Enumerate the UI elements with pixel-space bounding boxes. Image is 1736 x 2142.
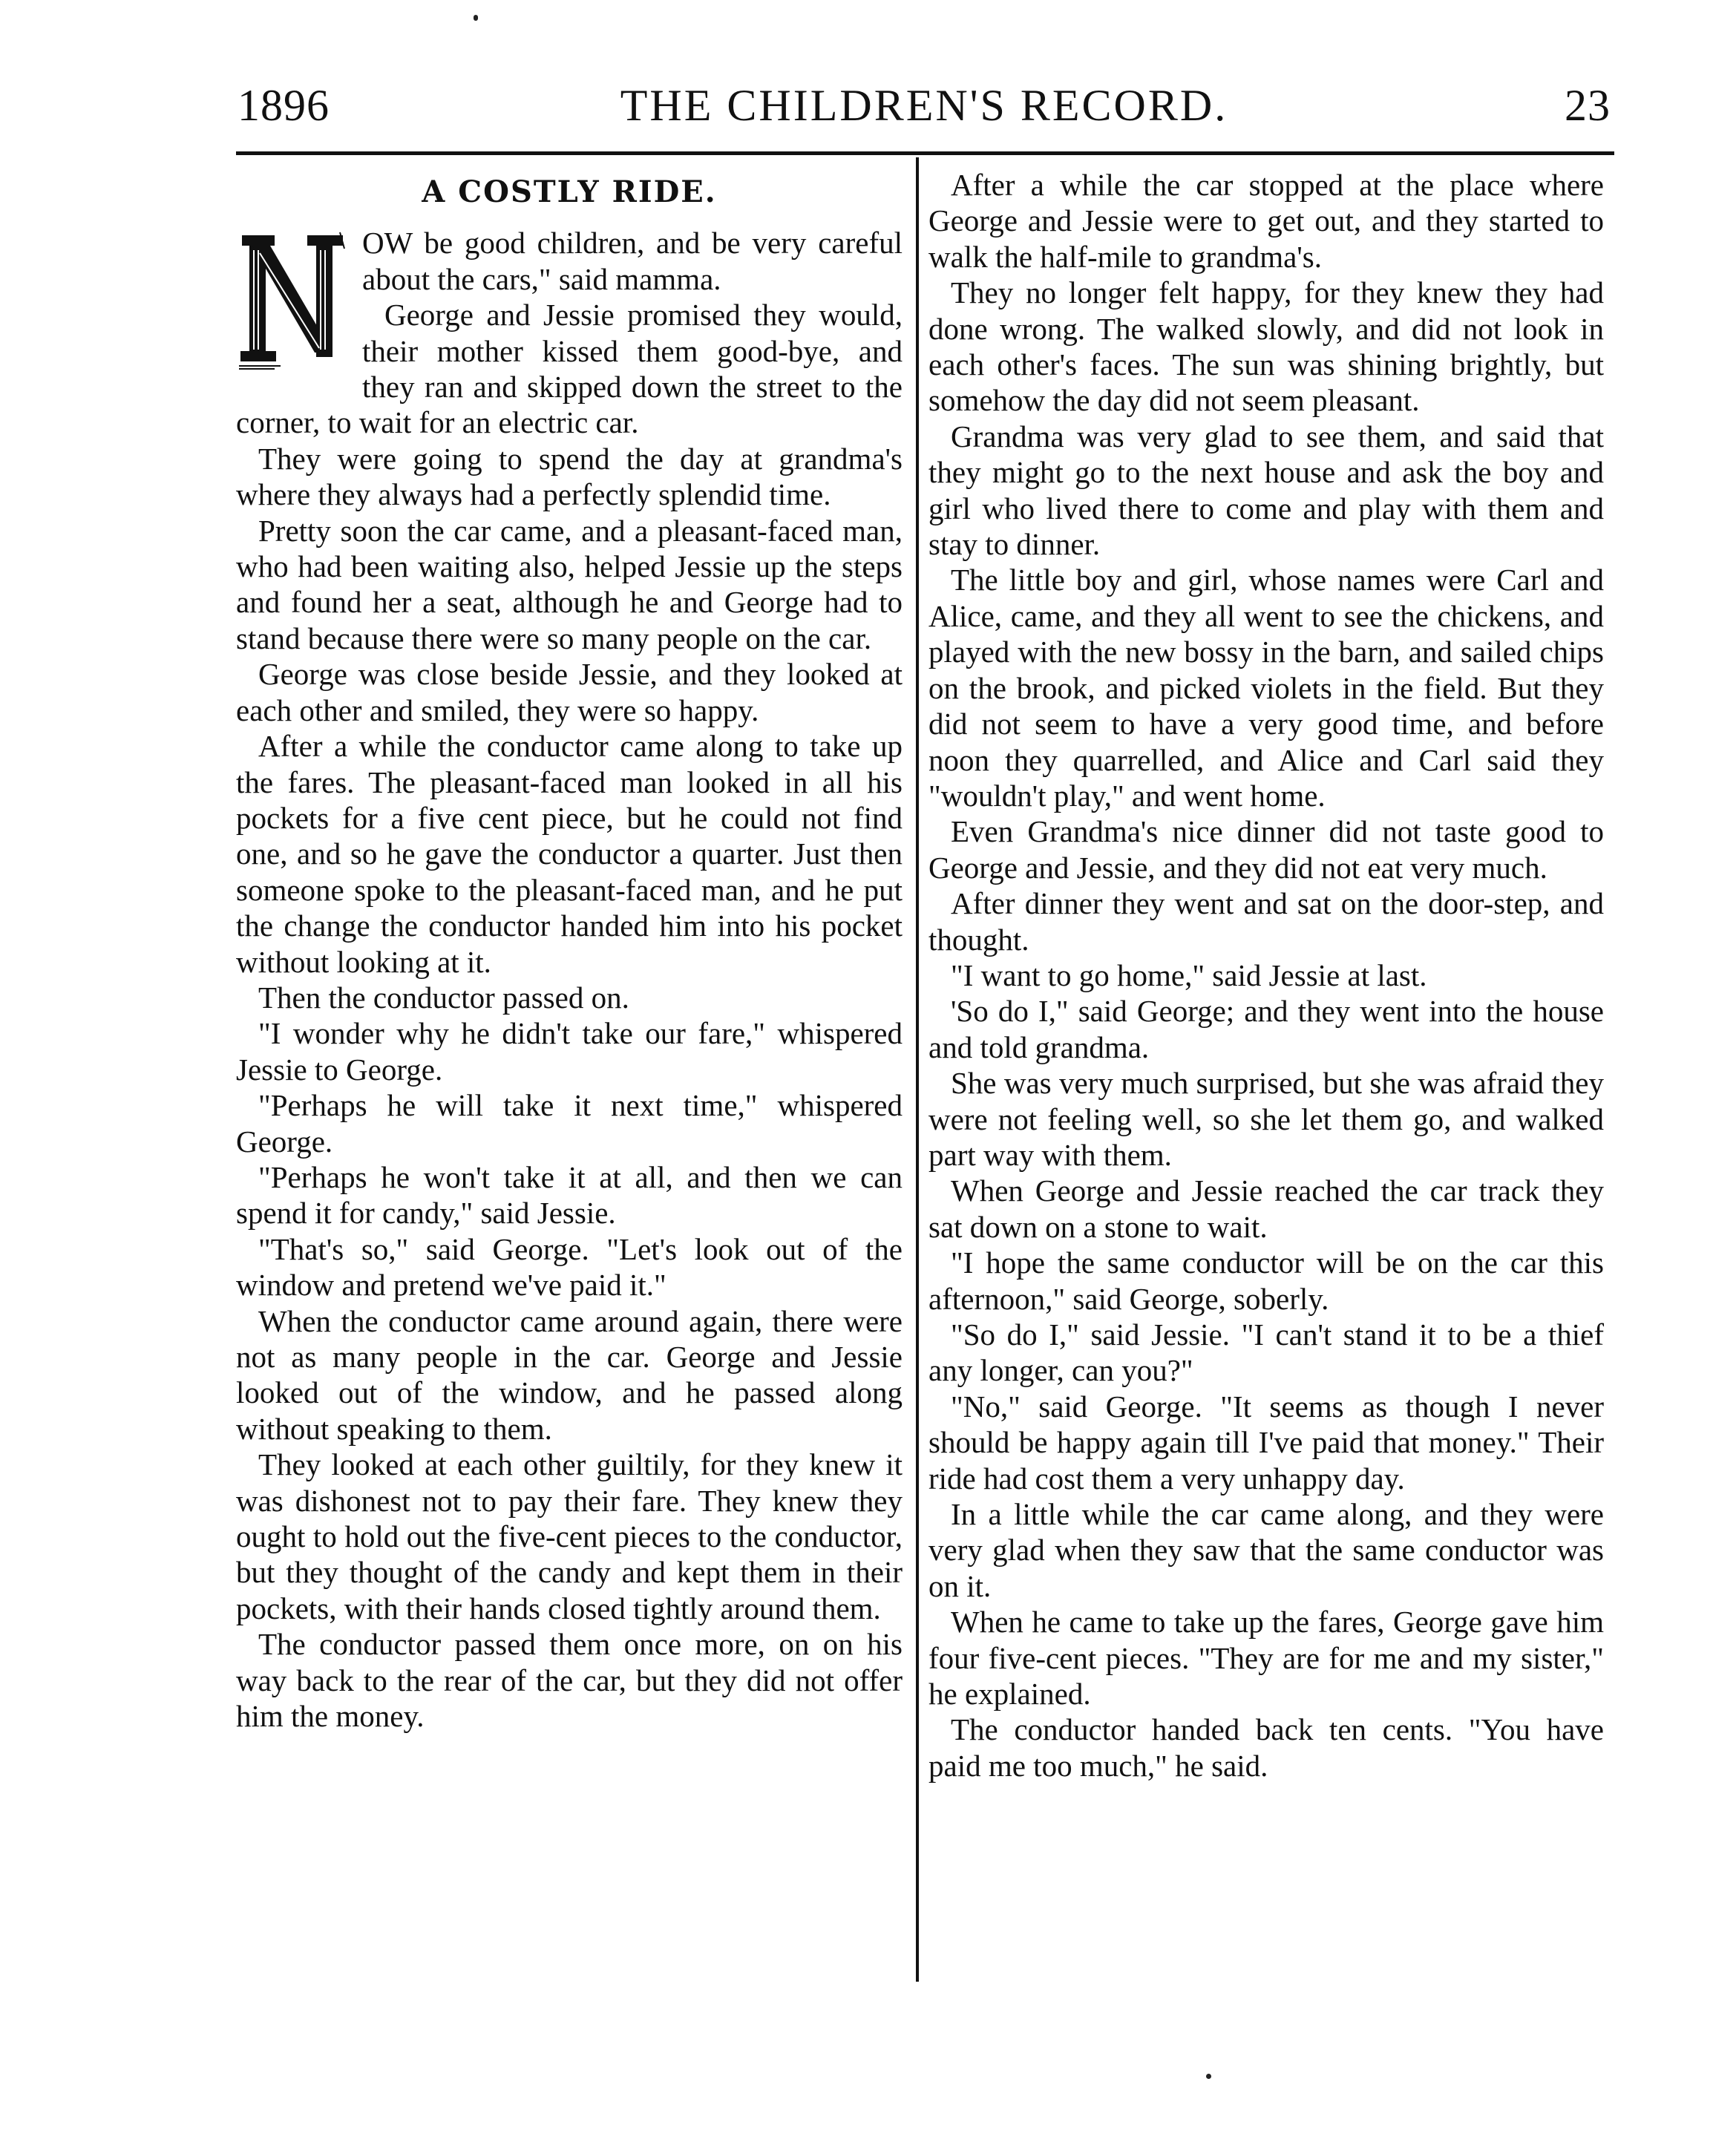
paragraph: After a while the car stopped at the place where George and Jessie were to get out, and they started to walk the half-mile to grandma's. [928,168,1604,274]
drop-cap [236,228,347,373]
paragraph: George was close beside Jessie, and they looked at each other and smiled, they were so happy. [236,657,903,727]
paragraph: When he came to take up the fares, George gave him four five-cent pieces. "They are for me and my sister," he explained. [928,1605,1604,1712]
paragraph: After a while the conductor came along to take up the fares. The pleasant-faced man looked in all his pockets for a five cent piece, but he could not find one, and so he gave the conductor a quarter. Just then someone spoke to the pleasant-faced man, and he put the change the conductor handed him into his pocket without looking at it. [236,729,903,979]
drop-cap-n-icon [236,228,347,373]
paragraph: The little boy and girl, whose names were Carl and Alice, came, and they all went to see the chickens, and played with the new bossy in the barn, and sailed chips on the brook, and picked violets in the field. But they did not seem to have a very good time, and before noon they quarrelled, and Alice and Carl said they "wouldn't play," and went home. [928,563,1604,813]
header-title: THE CHILDREN'S RECORD. [620,81,1228,130]
paragraph: When the conductor came around again, there were not as many people in the car. George and Jessie looked out of the window, and he passed along without speaking to them. [236,1303,903,1446]
page-header [238,80,1611,140]
column-divider [916,157,919,1982]
paragraph: "So do I," said Jessie. "I can't stand it to be a thief any longer, can you?" [928,1317,1604,1388]
paragraph: After dinner they went and sat on the door-step, and thought. [928,886,1604,957]
paragraph: OW be good children, and be very careful about the cars," said mamma. [362,226,903,296]
paragraph: They were going to spend the day at grandma's where they always had a perfectly splendid time. [236,441,903,512]
paragraph: Even Grandma's nice dinner did not taste good to George and Jessie, and they did not eat very much. [928,814,1604,885]
paragraph: Then the conductor passed on. [258,980,629,1015]
paragraph: "I want to go home," said Jessie at last. [951,957,1427,992]
paragraph: When George and Jessie reached the car track they sat down on a stone to wait. [928,1173,1604,1244]
header-rule [236,151,1614,155]
page-number: 23 [1565,81,1611,130]
paragraph: "Perhaps he will take it next time," whispered George. [236,1088,903,1159]
paragraph: 'So do I," said George; and they went into the house and told grandma. [928,994,1604,1064]
paragraph: She was very much surprised, but she was afraid they were not feeling well, so she let them go, and walked part way with them. [928,1066,1604,1172]
paragraph: George and Jessie promised they would, their mother kissed them good-bye, and they ran and skipped down the street to the corner, to wait for an electric car. [236,298,903,440]
paragraph: Grandma was very glad to see them, and said that they might go to the next house and ask the boy and girl who lived there to come and play with them and stay to dinner. [928,419,1604,562]
paragraph: The conductor passed them once more, on on his way back to the rear of the car, but they did not offer him the money. [236,1627,903,1734]
story-title: A COSTLY RIDE. [422,174,717,209]
paragraph: The conductor handed back ten cents. "You have paid me too much," he said. [928,1712,1604,1783]
ink-speck [1206,2074,1211,2079]
paragraph: They looked at each other guiltily, for they knew it was dishonest not to pay their fare. They knew they ought to hold out the five-cent pieces to the conductor, but they thought of the candy and kept them in their pockets, with their hands closed tightly around them. [236,1447,903,1625]
paragraph: Pretty soon the car came, and a pleasant-faced man, who had been waiting also, helped Jessie up the steps and found her a seat, although he and George had to stand because there were so many people on the car. [236,513,903,655]
left-column [236,167,903,1734]
paragraph: "I wonder why he didn't take our fare," whispered Jessie to George. [236,1016,903,1087]
paragraph: "No," said George. "It seems as though I never should be happy again till I've paid that money." Their ride had cost them a very unhappy day. [928,1389,1604,1496]
right-column [928,167,1604,1784]
paragraph: In a little while the car came along, and they were very glad when they saw that the same conductor was on it. [928,1497,1604,1603]
paragraph: They no longer felt happy, for they knew they had done wrong. The walked slowly, and did not look in each other's faces. The sun was shining brightly, but somehow the day did not seem pleasant. [928,275,1604,418]
paragraph: "I hope the same conductor will be on the car this afternoon," said George, soberly. [928,1245,1604,1316]
paragraph: "That's so," said George. "Let's look out of the window and pretend we've paid it." [236,1231,903,1303]
header-year: 1896 [238,81,330,130]
paragraph: "Perhaps he won't take it at all, and then we can spend it for candy," said Jessie. [236,1159,903,1231]
ink-speck [474,15,478,21]
